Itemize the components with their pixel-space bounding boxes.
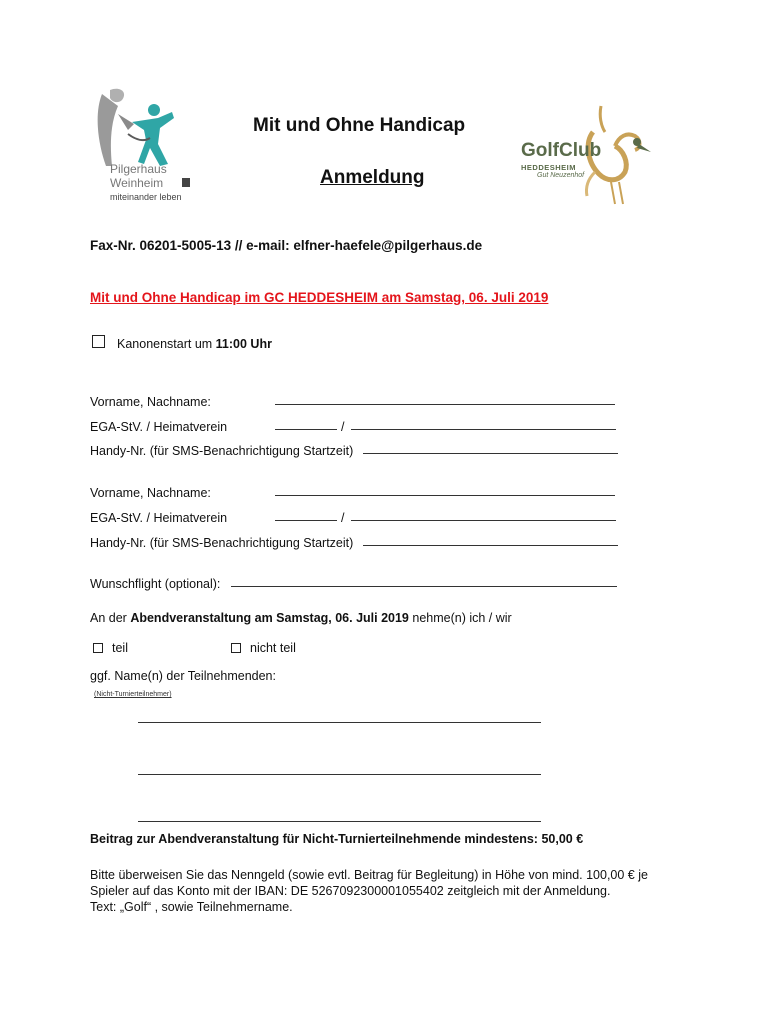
cross-icon	[182, 178, 190, 187]
player1-handy-label: Handy-Nr. (für SMS-Benachrichtigung Startzeit)	[90, 444, 354, 458]
player2-handy-label: Handy-Nr. (für SMS-Benachrichtigung Startzeit)	[90, 536, 354, 550]
kanonenstart-label	[117, 337, 272, 351]
names-note: (Nicht-Turnierteilnehmer)	[94, 691, 172, 698]
golfclub-sub: Gut Neuzenhof	[537, 172, 585, 179]
names-label: ggf. Name(n) der Teilnehmenden:	[90, 669, 276, 683]
event-line: Mit und Ohne Handicap im GC HEDDESHEIM am Samstag, 06. Juli 2019	[90, 290, 549, 305]
player1-handy-field[interactable]	[363, 453, 618, 454]
player2-ega-separator: /	[341, 511, 345, 525]
player2-club-field[interactable]	[351, 520, 616, 521]
wunschflight-label: Wunschflight (optional):	[90, 577, 221, 591]
contact-line: Fax-Nr. 06201-5005-13 // e-mail: elfner-haefele@pilgerhaus.de	[90, 238, 483, 253]
player2-name-field[interactable]	[275, 495, 615, 496]
participant-name-field-1[interactable]	[138, 722, 541, 723]
abend-event: Abendveranstaltung am Samstag, 06. Juli 2019	[130, 611, 409, 625]
player2-ega-label: EGA-StV. / Heimatverein	[90, 511, 228, 525]
nicht-teil-checkbox[interactable]	[231, 643, 241, 653]
pilgerhaus-line1: Pilgerhaus	[110, 162, 167, 176]
pilgerhaus-line2: Weinheim	[110, 176, 164, 190]
payment-line-2: Spieler auf das Konto mit der IBAN: DE 5267092300001055402 zeitgleich mit der Anmeldung.	[90, 884, 611, 898]
player1-ega-separator: /	[341, 420, 345, 434]
teil-label: teil	[112, 641, 128, 655]
pilgerhaus-logo	[88, 84, 200, 210]
nicht-teil-label: nicht teil	[250, 641, 296, 655]
player1-name-label: Vorname, Nachname:	[90, 395, 211, 409]
player2-name-label: Vorname, Nachname:	[90, 486, 211, 500]
kanonenstart-prefix: Kanonenstart um	[117, 337, 216, 351]
wunschflight-field[interactable]	[231, 586, 617, 587]
pilgerhaus-figures-icon	[88, 84, 200, 174]
player2-ega-field[interactable]	[275, 520, 337, 521]
teil-checkbox[interactable]	[93, 643, 103, 653]
player1-ega-field[interactable]	[275, 429, 337, 430]
kanonenstart-checkbox[interactable]	[92, 335, 105, 348]
player1-name-field[interactable]	[275, 404, 615, 405]
payment-line-3: Text: „Golf“ , sowie Teilnehmername.	[90, 900, 293, 914]
abend-prefix: An der	[90, 611, 131, 625]
beitrag-line: Beitrag zur Abendveranstaltung für Nicht-Turnierteilnehmende mindestens: 50,00 €	[90, 832, 584, 846]
pilgerhaus-tagline: miteinander leben	[110, 192, 182, 202]
golfclub-logo	[515, 102, 655, 206]
payment-line-1: Bitte überweisen Sie das Nenngeld (sowie evtl. Beitrag für Begleitung) in Höhe von mind. 100,00 € je	[90, 868, 648, 882]
golfclub-name: GolfClub	[521, 140, 602, 161]
player1-ega-label: EGA-StV. / Heimatverein	[90, 420, 228, 434]
page-title: Mit und Ohne Handicap	[253, 115, 466, 136]
kanonenstart-time: 11:00 Uhr	[215, 337, 272, 351]
abend-suffix: nehme(n) ich / wir	[408, 611, 512, 625]
participant-name-field-3[interactable]	[138, 821, 541, 822]
participant-name-field-2[interactable]	[138, 774, 541, 775]
abend-sentence	[90, 611, 512, 625]
page-subtitle: Anmeldung	[320, 167, 425, 188]
golfclub-place: HEDDESHEIM	[521, 163, 577, 172]
player2-handy-field[interactable]	[363, 545, 618, 546]
player1-club-field[interactable]	[351, 429, 616, 430]
